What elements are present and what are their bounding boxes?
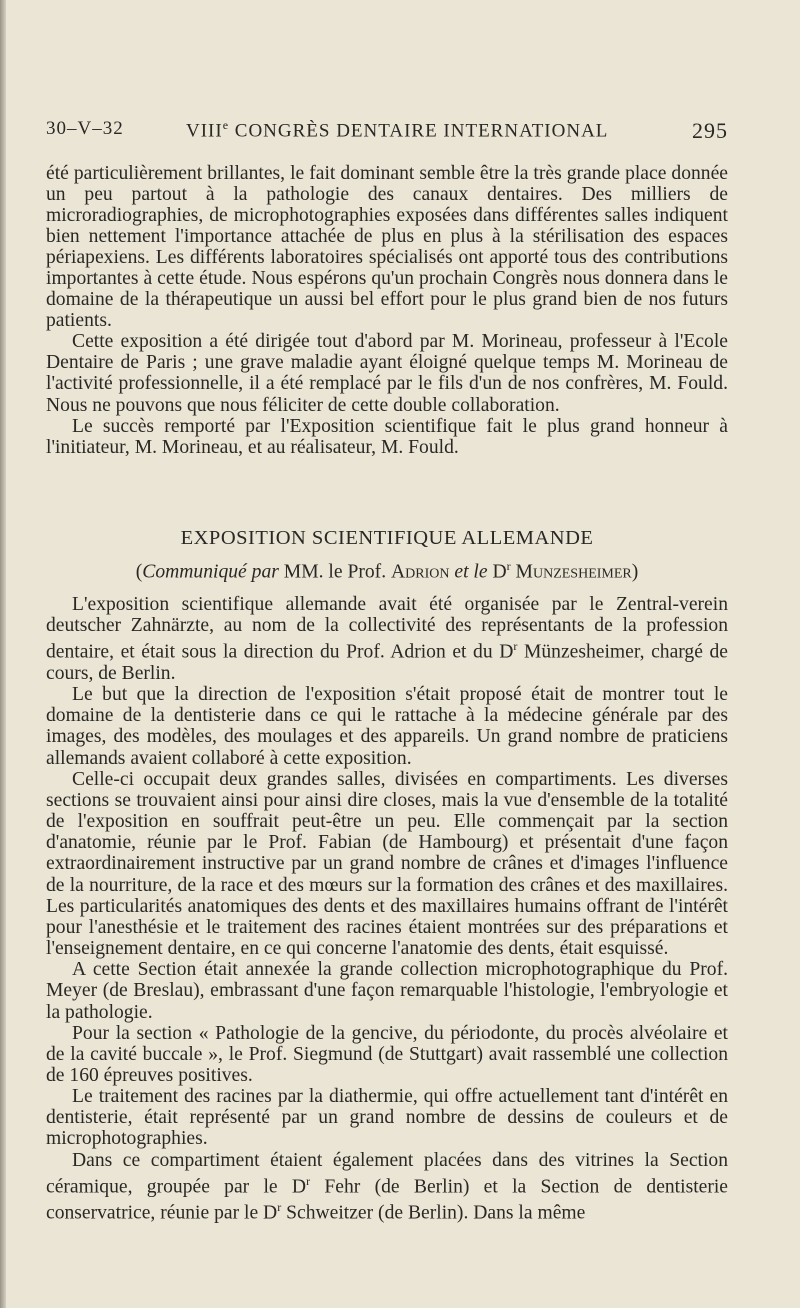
paragraph: Le but que la direction de l'exposition s'était proposé était de montrer tout le domaine de la dentisterie dans ce qui le rattache à la médecine générale par des images, des modèles, des moulages et des appareils. Un grand nombre de praticiens allemands avaient collaboré à cette exposition. xyxy=(46,684,728,769)
paragraph: Le traitement des racines par la diathermie, qui offre actuellement tant d'intérêt en dentisterie, était représenté par un grand nombre de dessins de couleurs et de microphotographies. xyxy=(46,1086,728,1150)
header-title: VIIIe CONGRÈS DENTAIRE INTERNATIONAL xyxy=(186,118,609,142)
intro-text xyxy=(46,163,728,458)
page-edge xyxy=(0,0,6,1308)
paragraph: Celle-ci occupait deux grandes salles, divisées en compartiments. Les diverses sections se trouvaient ainsi pour ainsi dire closes, mais la vue d'ensemble de la totalité de l'exposition en souffrait peut-être un peu. Elle commençait par la section d'anatomie, réunie par le Prof. Fabian (de Hambourg) et présentait d'une façon extraordinairement instructive par un grand nombre de crânes et d'images l'influence de la nourriture, de la race et des mœurs sur la formation des crânes et des maxillaires. Les particularités anatomiques des dents et des maxillaires humains offrant de l'intérêt pour l'anesthésie et le traitement des racines étaient montrées sur des préparations et l'enseignement dentaire, en ce qui concerne l'anatomie des dents, était esquissé. xyxy=(46,768,728,960)
paragraph: L'exposition scientifique allemande avait été organisée par le Zentral-verein deutscher Zahnärzte, au nom de la collectivité des représentants de la profession dentaire, et était sous la direction du Prof. Adrion et du $D^r$ Münzesheimer, chargé de cours, de Berlin. xyxy=(46,594,728,684)
section-subtitle: (Communiqué par MM. le Prof. Adrion et le $D^r$ Munzesheimer) xyxy=(135,559,639,583)
paragraph: Le succès remporté par l'Exposition scientifique fait le plus grand honneur à l'initiateur, M. Morineau, et au réalisateur, M. Fould. xyxy=(46,415,728,458)
paragraph: Pour la section « Pathologie de la gencive, du périodonte, du procès alvéolaire et de la cavité buccale », le Prof. Siegmund (de Stuttgart) avait rassemblé une collection de 160 épreuves positives. xyxy=(46,1022,728,1086)
paragraph: A cette Section était annexée la grande collection microphotographique du Prof. Meyer (de Breslau), embrassant d'une façon remarquable l'histologie, l'embryologie et la pathologie. xyxy=(46,959,728,1023)
paragraph: Cette exposition a été dirigée tout d'abord par M. Morineau, professeur à l'Ecole Dentaire de Paris ; une grave maladie ayant éloigné quelque temps M. Morineau de l'activité professionnelle, il a été remplacé par le fils d'un de nos confrères, M. Fould. Nous ne pouvons que nous féliciter de cette double collaboration. xyxy=(46,331,728,416)
section-title: EXPOSITION SCIENTIFIQUE ALLEMANDE xyxy=(180,527,594,549)
paragraph: été particulièrement brillantes, le fait dominant semble être la très grande place donnée un peu partout à la pathologie des canaux dentaires. Des milliers de microradiographies, de microphotographies exposées dans différentes salles indiquent bien nettement l'importance attachée de plus en plus à la stérilisation des espaces périapexiens. Les différents laboratoires spécialisés ont apporté tous des contributions importantes à cette étude. Nous espérons qu'un prochain Congrès nous donnera dans le domaine de la thérapeutique un aussi bel effort pour le plus grand bien de nos futurs patients. xyxy=(46,163,728,332)
page-number: 295 xyxy=(692,118,728,143)
paragraph: Dans ce compartiment étaient également placées dans des vitrines la Section céramique, groupée par le $D^r$ Fehr (de Berlin) et la Section de dentisterie conservatrice, réunie par le $D^r$ Schweitzer (de Berlin). Dans la même xyxy=(46,1149,728,1224)
header-date: 30–V–32 xyxy=(46,118,124,139)
running-head xyxy=(46,118,728,144)
body-text xyxy=(46,594,728,1224)
